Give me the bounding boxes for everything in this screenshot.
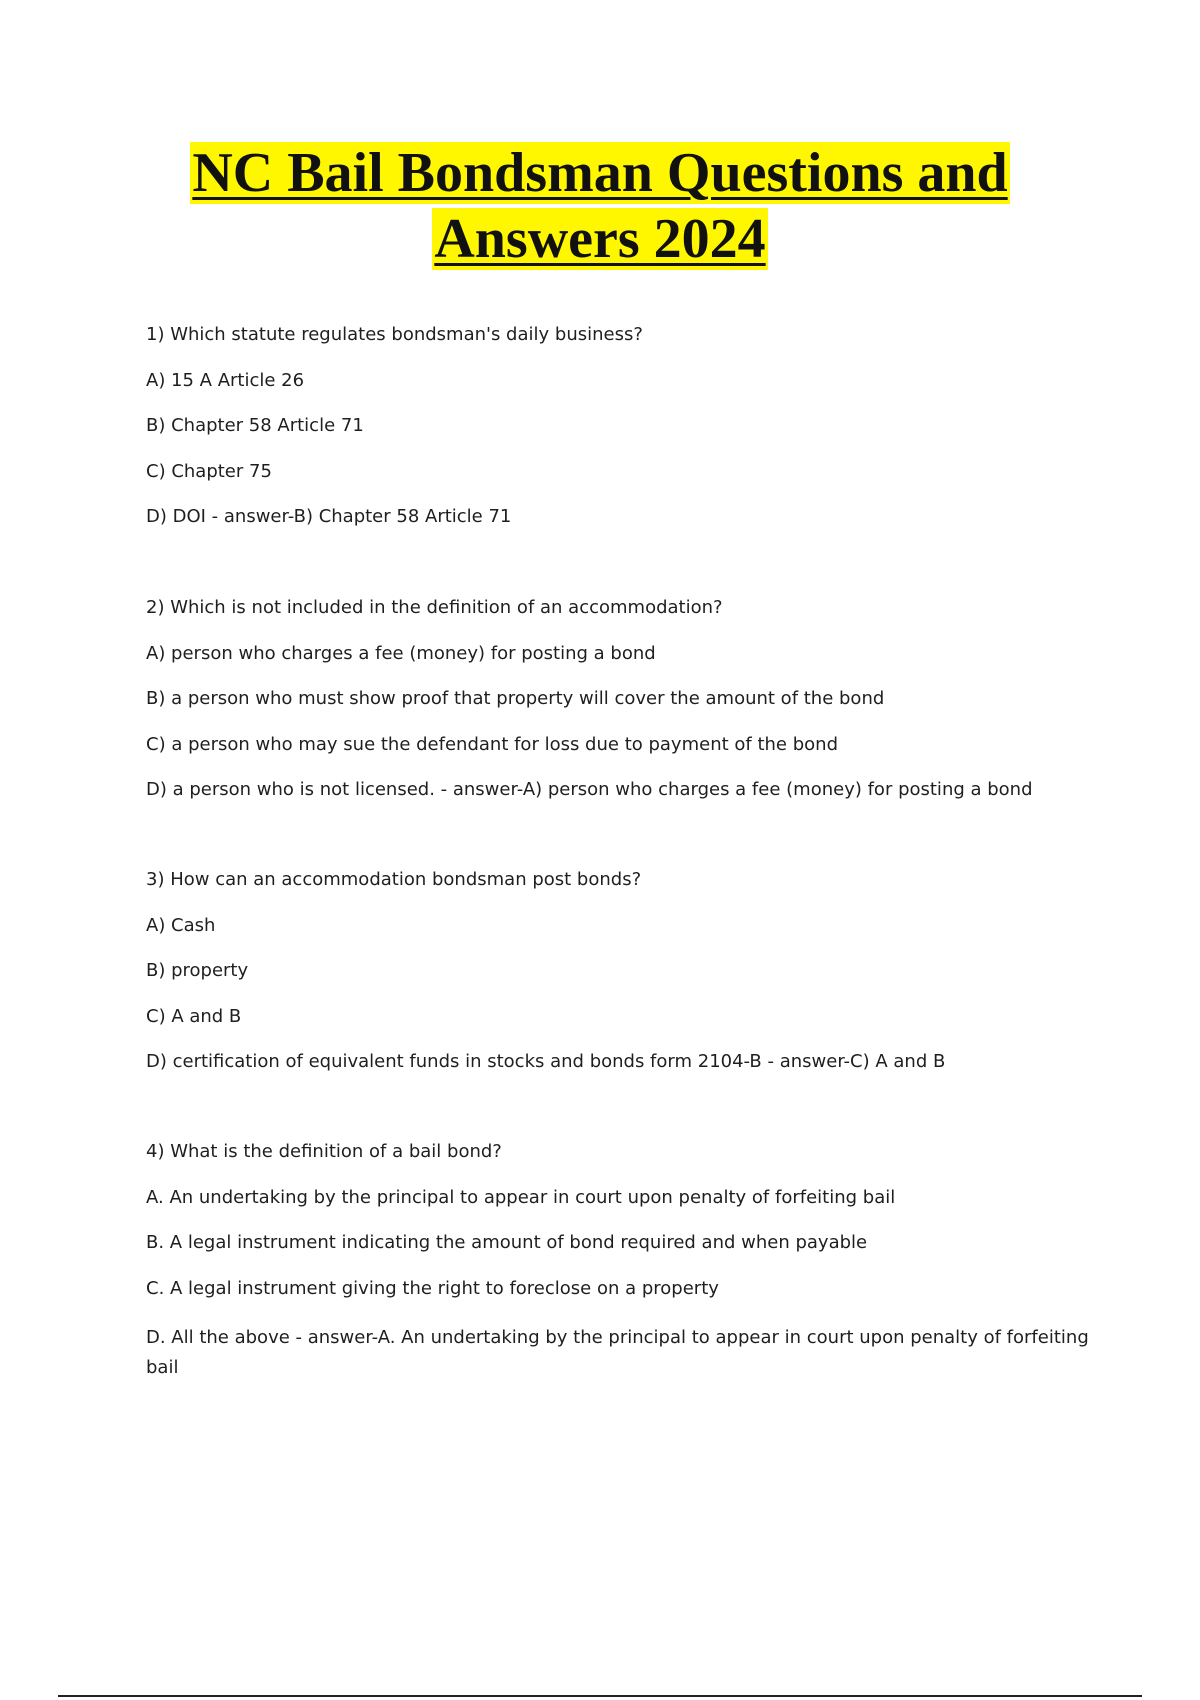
question-block-2 (146, 597, 1096, 825)
answer-option-with-answer: D) DOI - answer-B) Chapter 58 Article 71 (146, 506, 512, 527)
answer-option-with-answer: D. All the above - answer-A. An undertaking by the principal to appear in court upon penalty of forfeiting bail (146, 1327, 1089, 1378)
bottom-divider (58, 1695, 1142, 1697)
answer-option: C) Chapter 75 (146, 460, 272, 482)
answer-option: A) person who charges a fee (money) for posting a bond (146, 642, 656, 664)
answer-option: A) 15 A Article 26 (146, 369, 305, 391)
answer-option: A) Cash (146, 914, 216, 936)
answer-option-with-answer: D) certification of equivalent funds in stocks and bonds form 2104-B - answer-C) A and B (146, 1051, 946, 1072)
question-text: 2) Which is not included in the definition of an accommodation? (146, 597, 723, 618)
answer-option-with-answer: D) a person who is not licensed. - answer-A) person who charges a fee (money) for posting a bond (146, 779, 1033, 800)
question-text: 4) What is the definition of a bail bond? (146, 1141, 502, 1162)
answer-option: B. A legal instrument indicating the amount of bond required and when payable (146, 1232, 868, 1253)
document-title (0, 140, 1200, 272)
title-line-2: Answers 2024 (434, 208, 766, 270)
answer-option: B) a person who must show proof that property will cover the amount of the bond (146, 688, 885, 709)
answer-option: C) A and B (146, 1005, 242, 1027)
question-text: 3) How can an accommodation bondsman post bonds? (146, 869, 642, 890)
answer-option: C. A legal instrument giving the right to foreclose on a property (146, 1277, 719, 1299)
title-line-1: NC Bail Bondsman Questions and (192, 142, 1008, 204)
answer-option: B) Chapter 58 Article 71 (146, 415, 364, 436)
question-block-1 (146, 324, 1096, 552)
answer-option: C) a person who may sue the defendant for loss due to payment of the bond (146, 733, 838, 755)
answer-option: A. An undertaking by the principal to appear in court upon penalty of forfeiting bail (146, 1186, 896, 1208)
question-text: 1) Which statute regulates bondsman's daily business? (146, 324, 643, 345)
question-block-4 (146, 1141, 1096, 1383)
question-block-3 (146, 869, 1096, 1097)
answer-option: B) property (146, 960, 249, 981)
